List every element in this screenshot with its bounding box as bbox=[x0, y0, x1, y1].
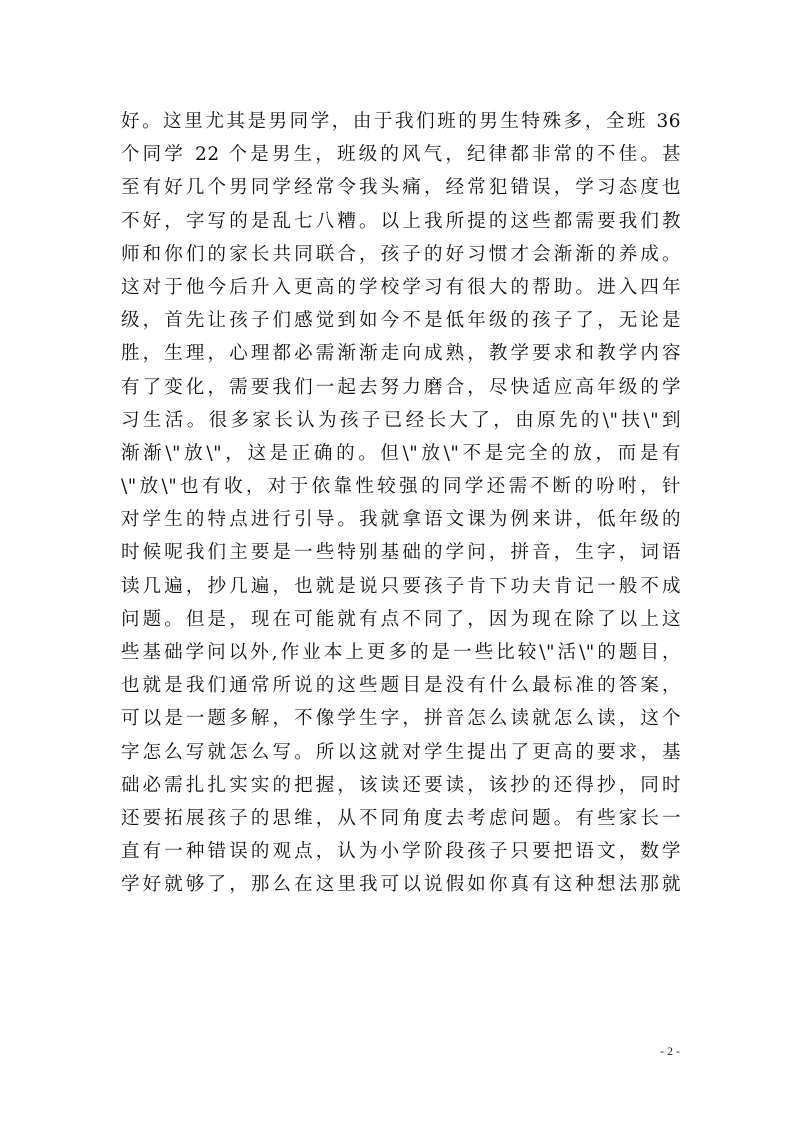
text-line-3: 至有好几个男同学经常令我头痛，经常犯错误，学习态度也 bbox=[121, 177, 681, 199]
text-line-13: 对学生的特点进行引导。我就拿语文课为例来讲，低年级的 bbox=[121, 509, 681, 531]
text-line-15: 读几遍，抄几遍，也就是说只要孩子肯下功夫肯记一般不成 bbox=[121, 575, 681, 597]
text-line-5: 师和你们的家长共同联合，孩子的好习惯才会渐渐的养成。 bbox=[121, 243, 681, 265]
text-line-21: 础必需扎扎实实的把握，该读还要读，该抄的还得抄，同时 bbox=[121, 774, 681, 796]
body-text bbox=[121, 105, 681, 902]
text-line-4: 不好，字写的是乱七八糟。以上我所提的这些都需要我们教 bbox=[121, 210, 681, 232]
text-line-6: 这对于他今后升入更高的学校学习有很大的帮助。进入四年 bbox=[121, 276, 681, 298]
text-line-8: 胜，生理，心理都必需渐渐走向成熟，教学要求和教学内容 bbox=[121, 343, 681, 365]
text-line-9: 有了变化，需要我们一起去努力磨合，尽快适应高年级的学 bbox=[121, 376, 681, 398]
text-line-14: 时候呢我们主要是一些特别基础的学问，拼音，生字，词语 bbox=[121, 542, 681, 564]
text-line-16: 问题。但是，现在可能就有点不同了，因为现在除了以上这 bbox=[121, 608, 681, 630]
text-line-17: 些基础学问以外,作业本上更多的是一些比较\"活\"的题目， bbox=[121, 642, 681, 663]
text-line-19: 可以是一题多解，不像学生字，拼音怎么读就怎么读，这个 bbox=[121, 708, 681, 730]
text-line-18: 也就是我们通常所说的这些题目是没有什么最标准的答案， bbox=[121, 675, 681, 697]
text-line-7: 级，首先让孩子们感觉到如今不是低年级的孩子了，无论是 bbox=[121, 310, 681, 332]
page-number: - 2 - bbox=[660, 1044, 680, 1058]
text-line-11: 渐渐\"放\"，这是正确的。但\"放\"不是完全的放，而是有 bbox=[121, 442, 681, 464]
text-line-20: 字怎么写就怎么写。所以这就对学生提出了更高的要求，基 bbox=[121, 741, 681, 763]
text-line-10: 习生活。很多家长认为孩子已经长大了，由原先的\"扶\"到 bbox=[121, 409, 681, 431]
text-line-24: 学好就够了，那么在这里我可以说假如你真有这种想法那就 bbox=[121, 874, 681, 896]
text-line-22: 还要拓展孩子的思维，从不同角度去考虑问题。有些家长一 bbox=[121, 807, 681, 829]
text-line-12: \"放\"也有收，对于依靠性较强的同学还需不断的吩咐，针 bbox=[121, 476, 681, 498]
text-line-1: 好。这里尤其是男同学，由于我们班的男生特殊多，全班 36 bbox=[121, 111, 681, 132]
text-line-23: 直有一种错误的观点，认为小学阶段孩子只要把语文，数学 bbox=[121, 841, 681, 863]
text-line-2: 个同学 22 个是男生，班级的风气，纪律都非常的不佳。甚 bbox=[121, 144, 681, 166]
